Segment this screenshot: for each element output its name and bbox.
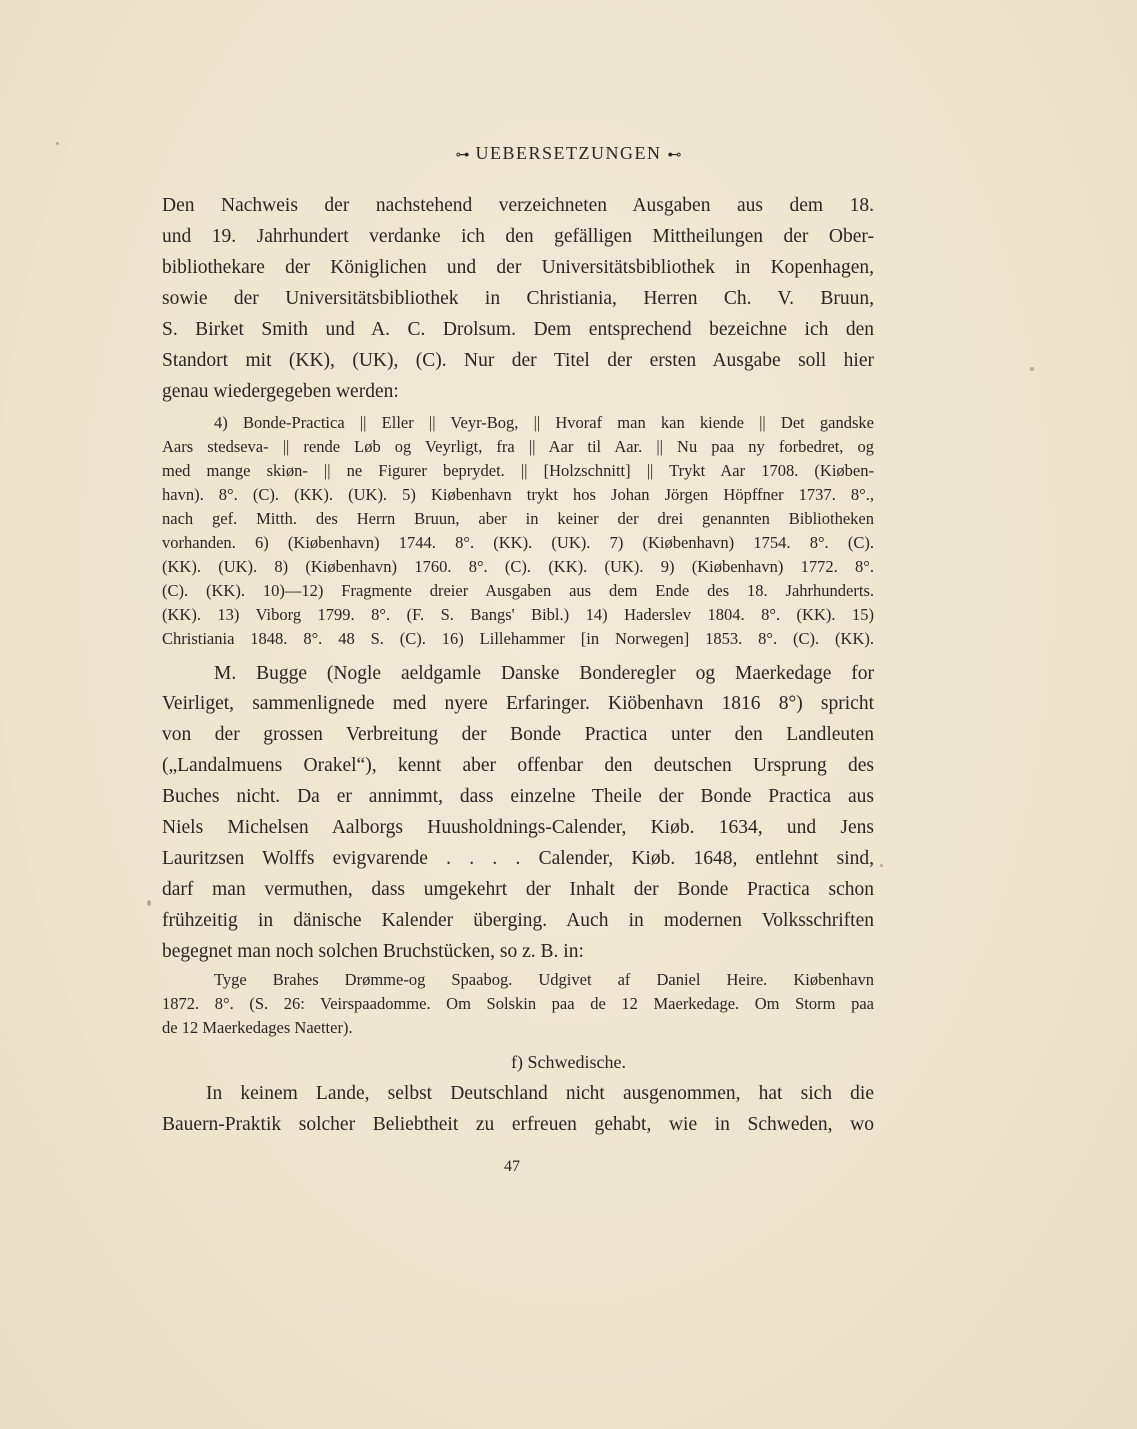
text-line: Standort mit (KK), (UK), (C). Nur der Titel der ersten Ausgabe soll hier [162,350,874,371]
text-line: Bauern-Praktik solcher Beliebtheit zu erfreuen gehabt, wie in Schweden, wo [162,1114,874,1135]
text-line: de 12 Maerkedages Naetter). [162,1018,353,1037]
text-line: nach gef. Mitth. des Herrn Bruun, aber in keiner der drei genannten Bibliotheken [162,509,874,528]
text-line: 4) Bonde-Practica || Eller || Veyr-Bog, || Hvoraf man kan kiende || Det gandske [214,413,874,432]
text-line: Aars stedseva- || rende Løb og Veyrligt, fra || Aar til Aar. || Nu paa ny forbedret, og [162,437,874,456]
text-line: med mange skiøn- || ne Figurer beprydet. || [Holzschnitt] || Trykt Aar 1708. (Kiøben- [162,461,874,480]
text-line: und 19. Jahrhundert verdanke ich den gefälligen Mittheilungen der Ober- [162,226,874,247]
text-line: darf man vermuthen, dass umgekehrt der Inhalt der Bonde Practica schon [162,879,874,900]
text-line: von der grossen Verbreitung der Bonde Practica unter den Landleuten [162,724,874,745]
text-line: vorhanden. 6) (Kiøbenhavn) 1744. 8°. (KK). (UK). 7) (Kiøbenhavn) 1754. 8°. (C). [162,533,874,552]
running-header [0,143,1137,164]
text-line: Veirliget, sammenlignede med nyere Erfaringer. Kiöbenhavn 1816 8°) spricht [162,693,874,714]
text-line: Tyge Brahes Drømme-og Spaabog. Udgivet af Daniel Heire. Kiøbenhavn [214,970,874,989]
header-title: UEBERSETZUNGEN [475,143,662,163]
text-line: M. Bugge (Nogle aeldgamle Danske Bonderegler og Maerkedage for [214,663,874,684]
text-line: begegnet man noch solchen Bruchstücken, so z. B. in: [162,941,584,962]
text-line: sowie der Universitätsbibliothek in Christiania, Herren Ch. V. Bruun, [162,288,874,309]
paper-speck [880,864,883,867]
paper-speck [147,900,151,906]
text-line: Lauritzsen Wolffs evigvarende . . . . Calender, Kiøb. 1648, entlehnt sind, [162,848,874,869]
text-line: (KK). (UK). 8) (Kiøbenhavn) 1760. 8°. (C). (KK). (UK). 9) (Kiøbenhavn) 1772. 8°. [162,557,874,576]
text-line: Buches nicht. Da er annimmt, dass einzelne Theile der Bonde Practica aus [162,786,874,807]
text-line: bibliothekare der Königlichen und der Universitätsbibliothek in Kopenhagen, [162,257,874,278]
text-line: 1872. 8°. (S. 26: Veirspaadomme. Om Solskin paa de 12 Maerkedage. Om Storm paa [162,994,874,1013]
page-number: 47 [504,1158,520,1175]
text-line: Den Nachweis der nachstehend verzeichneten Ausgaben aus dem 18. [162,195,874,216]
paper-speck [1030,367,1034,371]
ornament-right-icon: ⊷ [667,148,682,163]
text-line: (KK). 13) Viborg 1799. 8°. (F. S. Bangs' Bibl.) 14) Haderslev 1804. 8°. (KK). 15) [162,605,874,624]
text-line: Christiania 1848. 8°. 48 S. (C). 16) Lillehammer [in Norwegen] 1853. 8°. (C). (KK). [162,629,874,648]
text-line: (C). (KK). 10)—12) Fragmente dreier Ausgaben aus dem Ende des 18. Jahrhunderts. [162,581,874,600]
text-line: genau wiedergegeben werden: [162,381,399,402]
text-line: S. Birket Smith und A. C. Drolsum. Dem entsprechend bezeichne ich den [162,319,874,340]
text-line: In keinem Lande, selbst Deutschland nicht ausgenommen, hat sich die [206,1083,874,1104]
ornament-left-icon: ⊶ [455,148,470,163]
text-line: frühzeitig in dänische Kalender überging. Auch in modernen Volksschriften [162,910,874,931]
paper-speck [56,142,59,145]
text-line: („Landalmuens Orakel“), kennt aber offenbar den deutschen Ursprung des [162,755,874,776]
text-line: havn). 8°. (C). (KK). (UK). 5) Kiøbenhavn trykt hos Johan Jörgen Höpffner 1737. 8°., [162,485,874,504]
text-line: Niels Michelsen Aalborgs Huusholdnings-Calender, Kiøb. 1634, und Jens [162,817,874,838]
section-heading: f) Schwedische. [511,1052,626,1072]
